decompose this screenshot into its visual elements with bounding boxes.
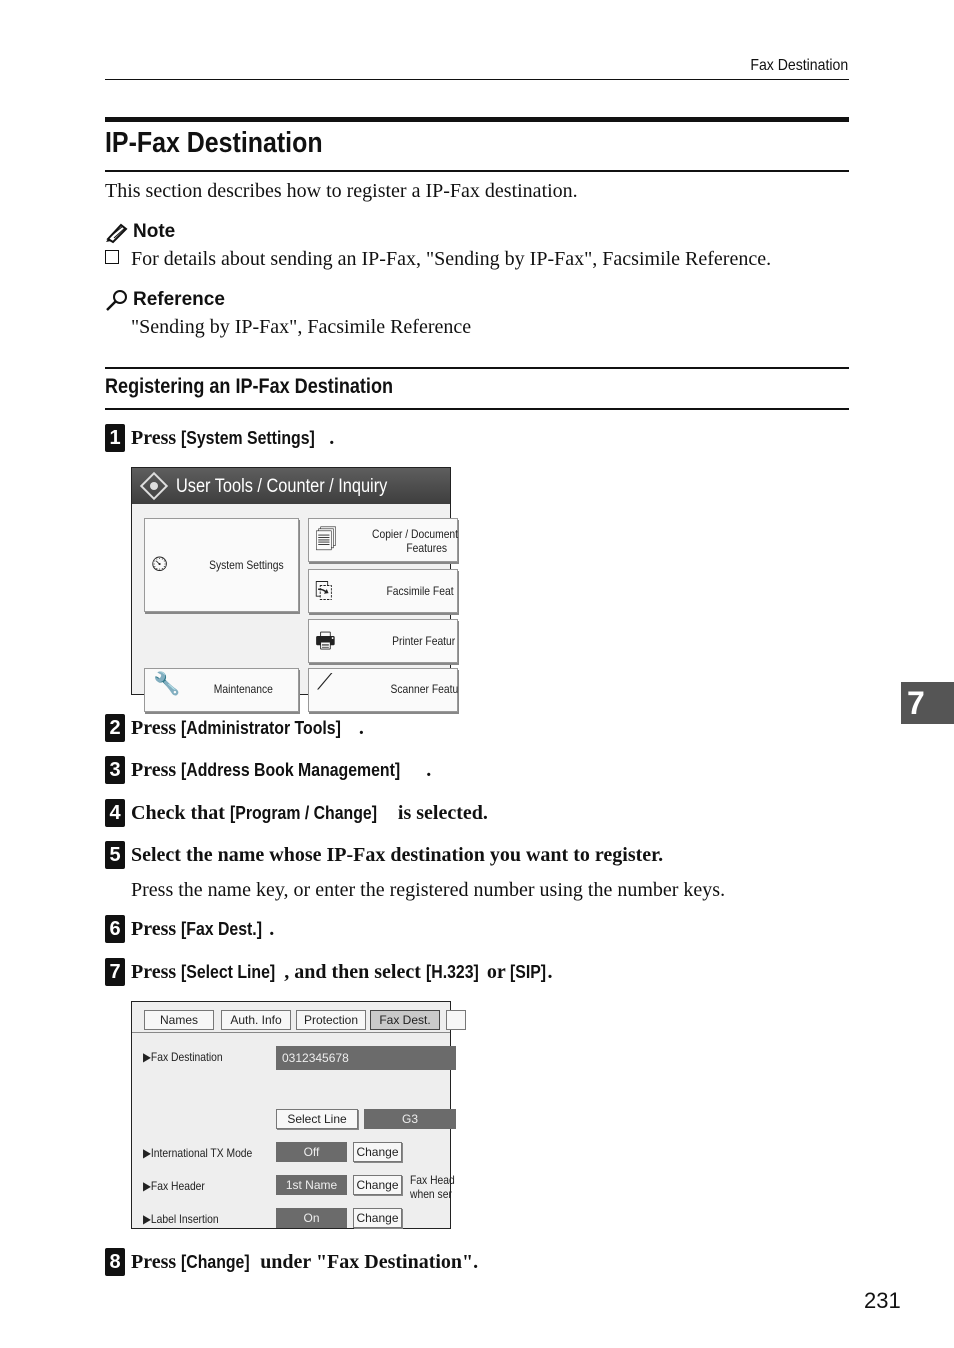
fax-header-value: 1st Name [276,1175,347,1195]
reference-heading [105,289,225,311]
step-8 [105,1248,478,1276]
label-insertion-label: ▶Label Insertion [143,1212,219,1226]
pencil-icon [105,222,129,242]
step-5 [105,841,663,869]
scanner-label: Scanner Featu [390,682,459,696]
step-2 [105,714,364,742]
step-number: 8 [105,1248,125,1276]
note-item [105,248,771,271]
tab-protection[interactable]: Protection [296,1010,366,1030]
tab-fax-dest[interactable]: Fax Dest. [370,1010,440,1030]
user-tools-icon [140,472,168,500]
tab-more[interactable] [446,1010,466,1030]
system-settings-label: System Settings [209,558,284,572]
step-text: Press [131,960,182,983]
running-header: Fax Destination [750,57,848,74]
header-rule [105,79,849,80]
printer-icon: 🖶 [315,628,336,653]
step-number: 1 [105,424,125,452]
step-7 [105,958,552,986]
copier-label-line2: Features [406,541,448,555]
checkbox-bullet-icon [105,250,119,264]
key-system-settings: [System Settings] [181,427,315,448]
printer-label: Printer Featur [392,634,456,648]
step-text-end: . [426,758,432,781]
wrench-icon: 🔧 [153,671,181,696]
intl-tx-mode-value: Off [276,1142,347,1162]
clock-settings-icon: ⏲ [151,551,169,576]
section-title: IP-Fax Destination [105,127,323,159]
step-text-end: . [329,426,335,449]
title-rule-bottom [105,170,849,172]
scanner-icon: ⟋ [317,669,333,694]
facsimile-label: Facsimile Feat [386,584,454,598]
select-line-button[interactable]: Select Line [276,1109,358,1129]
facsimile-features-button[interactable] [308,569,458,613]
key-address-book-management: [Address Book Management] [181,759,401,780]
step-text: Check that [131,801,230,824]
step-3 [105,756,431,784]
step-text: Press [131,1250,182,1273]
key-administrator-tools: [Administrator Tools] [181,717,342,738]
reference-text: "Sending by IP-Fax", Facsimile Reference [131,316,472,338]
step-text: Press [131,426,182,449]
step-number: 4 [105,799,125,827]
step-text-mid: , and then select [284,960,426,983]
magnifier-icon [105,289,129,311]
step-number: 7 [105,958,125,986]
key-fax-dest: [Fax Dest.] [181,918,263,939]
note-item-text: For details about sending an IP-Fax, "Sending by IP-Fax", Facsimile Reference. [131,248,772,270]
step-number: 2 [105,714,125,742]
reference-label: Reference [133,289,225,310]
step-text-end: . [547,960,553,983]
fax-header-label: ▶Fax Header [143,1179,205,1193]
label-insertion-value: On [276,1208,347,1228]
copier-icon: 🗐 [315,527,337,552]
page-number: 231 [864,1288,901,1313]
note-label: Note [133,221,176,242]
step-text-end: . [358,716,364,739]
step-text-or: or [481,960,511,983]
key-h323: [H.323] [425,961,479,982]
note-heading [105,221,175,243]
step-5-detail: Press the name key, or enter the registered number using the number keys. [131,879,726,901]
step-text-end: . [269,917,275,940]
step-text: Select the name whose IP-Fax destination you want to register. [131,843,664,866]
step-6 [105,915,274,943]
intl-tx-mode-label: ▶International TX Mode [143,1146,253,1160]
line-value: G3 [364,1109,456,1129]
printer-features-button[interactable] [308,619,458,663]
maintenance-button[interactable] [144,668,299,712]
step-4 [105,799,488,827]
step-number: 3 [105,756,125,784]
step-number: 6 [105,915,125,943]
fax-header-change-button[interactable]: Change [353,1175,402,1195]
key-program-change: [Program / Change] [229,802,377,823]
intl-tx-change-button[interactable]: Change [353,1142,402,1162]
user-tools-screen [131,467,459,696]
tab-divider [132,1032,450,1033]
fax-header-note-line1: Fax Head [410,1173,455,1187]
copier-label-line1: Copier / Document [372,527,459,541]
key-select-line: [Select Line] [181,961,276,982]
chapter-tab: 7 [901,682,954,724]
screen-title-bar [132,468,450,504]
tab-auth-info[interactable]: Auth. Info [221,1010,291,1030]
step-text-end: is selected. [392,801,488,824]
tab-names[interactable]: Names [144,1010,214,1030]
intro-text: This section describes how to register a IP-Fax destination. [105,180,578,202]
title-rule-top [105,117,849,122]
system-settings-button[interactable] [144,518,299,612]
subheading: Registering an IP-Fax Destination [105,375,394,398]
step-text: Press [131,758,182,781]
key-sip: [SIP] [510,961,547,982]
subhead-rule-bottom [105,408,849,410]
fax-header-note-line2: when ser [410,1187,452,1201]
label-insertion-change-button[interactable]: Change [353,1208,402,1228]
step-text: Press [131,716,182,739]
maintenance-label: Maintenance [213,682,273,696]
key-change: [Change] [181,1251,250,1272]
fax-destination-field[interactable]: 0312345678 [276,1046,456,1070]
step-text-end: under "Fax Destination". [255,1250,479,1273]
facsimile-icon: ⎘ [315,578,333,603]
step-text: Press [131,917,182,940]
fax-destination-screen [131,1001,455,1229]
step-1 [105,424,334,452]
copier-features-button[interactable] [308,518,458,562]
fax-destination-label: ▶Fax Destination [143,1050,223,1064]
step-number: 5 [105,841,125,869]
subhead-rule-top [105,367,849,369]
scanner-features-button[interactable] [308,668,458,712]
screen-title: User Tools / Counter / Inquiry [176,476,388,497]
